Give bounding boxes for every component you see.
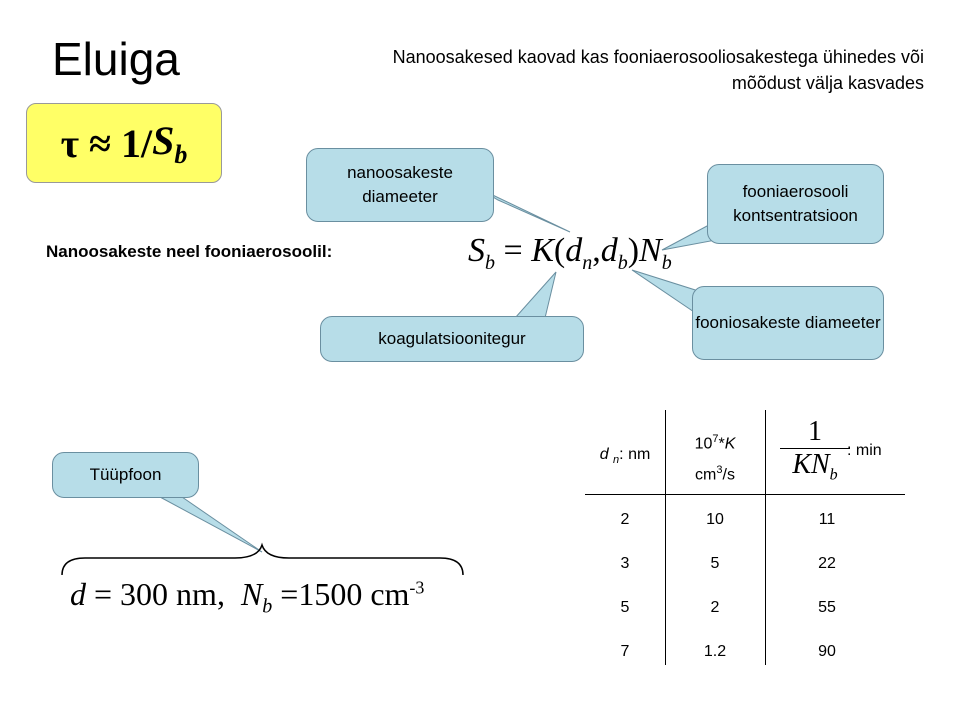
table-cell: 5 — [620, 599, 630, 616]
col2-header: $10^7*K$ $cm^3/s$ — [694, 433, 736, 484]
absorption-label: Nanoosakeste neel fooniaerosoolil: — [46, 242, 333, 261]
tail-typical — [160, 497, 262, 552]
tau-lhs: τ ≈ 1/ — [60, 120, 153, 166]
tau-sub: b — [174, 139, 188, 169]
callout-bg-diameter: fooniosakeste diameeter — [692, 286, 884, 360]
subtitle: Nanoosakesed kaovad kas fooniaerosooliosakestega ühinedes või mõõdust välja kasvades — [392, 47, 924, 93]
data-table — [585, 410, 905, 670]
table-cell: 90 — [818, 643, 836, 660]
table-cell: 10 — [706, 511, 724, 528]
col1-header: d $_n$: nm — [599, 446, 651, 467]
callout-bg-concentration: fooniaerosooli kontsentratsioon — [707, 164, 884, 244]
page-title: Eluiga — [52, 33, 180, 85]
col3-header-fraction: 1 $KN_b$ — [780, 416, 850, 485]
main-formula: $S_b = K(d_n,d_b)N_b$ — [468, 232, 672, 274]
table-vline-2 — [765, 410, 766, 665]
table-cell: 7 — [620, 643, 630, 660]
table-cell: 5 — [710, 555, 720, 572]
tail-coag — [515, 272, 556, 318]
table-cell: 3 — [620, 555, 630, 572]
table-cell: 2 — [710, 599, 720, 616]
table-cell: 11 — [818, 511, 836, 528]
callout-coag-coeff: koagulatsioonitegur — [320, 316, 584, 362]
table-cell: 1.2 — [703, 643, 727, 660]
callout-nano-diameter: nanoosakeste diameeter — [306, 148, 494, 222]
typical-formula: d = 300 nm, $N_b =1500$ $cm^{-3}$ — [70, 576, 425, 618]
tau-var: S — [152, 117, 175, 163]
brace — [62, 545, 463, 575]
table-cell: 55 — [818, 599, 836, 616]
col3-header-unit: : min — [847, 442, 882, 459]
table-cell: 22 — [818, 555, 836, 572]
table-hline — [585, 494, 905, 495]
callout-typical: Tüüpfoon — [52, 452, 199, 498]
table-cell: 2 — [620, 511, 630, 528]
